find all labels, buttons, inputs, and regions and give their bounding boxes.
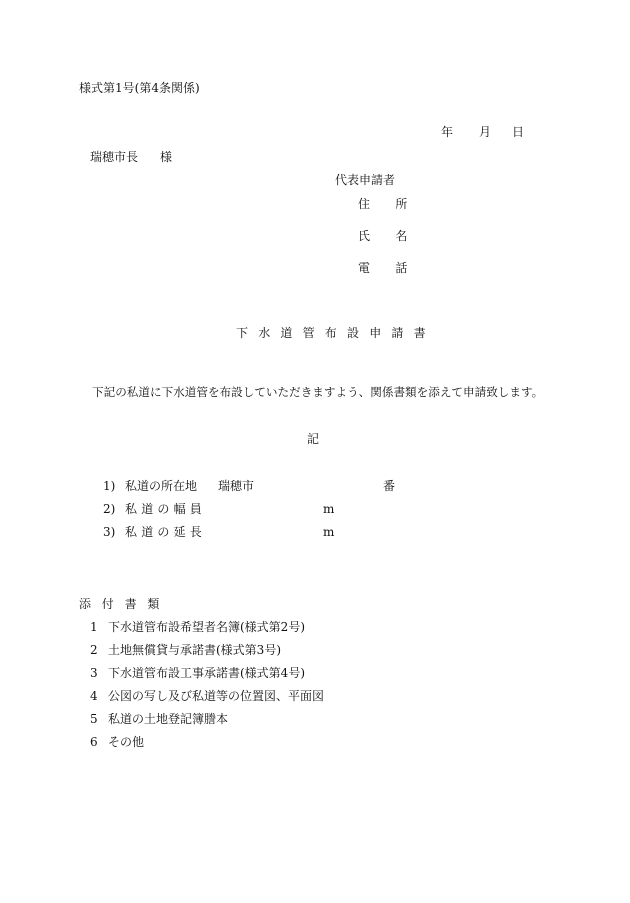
attachment-2-text: 土地無償貸与承諾書(様式第3号) [108,643,281,657]
addressee-honorific: 様 [160,150,173,164]
applicant-phone-label: 電 話 [358,261,419,275]
item-1-unit: 番 [383,479,396,493]
item-1-value: 瑞穂市 [218,479,255,493]
item-2-number: 2) [103,502,116,516]
attachment-4-number: 4 [90,689,98,703]
item-2-unit: m [323,502,335,516]
applicant-name-label: 氏 名 [358,229,419,243]
date-day: 日 [512,125,525,139]
item-3-unit: m [323,525,335,539]
attachment-3-number: 3 [90,666,98,680]
item-1-label: 私道の所在地 [125,479,198,493]
document-title: 下水道管布設申請書 [236,326,436,340]
attachments-heading: 添付書類 [79,597,171,611]
attachment-2-number: 2 [90,643,98,657]
attachment-6-text: その他 [108,735,145,749]
attachment-1-number: 1 [90,620,98,634]
attachment-5-number: 5 [90,712,98,726]
attachment-3-text: 下水道管布設工事承諾書(様式第4号) [108,666,305,680]
attachment-6-number: 6 [90,735,98,749]
item-2-label: 私道の幅員 [125,502,207,516]
ki-label: 記 [307,432,320,446]
item-1-number: 1) [103,479,116,493]
date-month: 月 [479,125,492,139]
date-year: 年 [441,125,454,139]
attachment-4-text: 公図の写し及び私道等の位置図、平面図 [108,689,325,703]
attachment-5-text: 私道の土地登記簿謄本 [108,712,229,726]
attachment-1-text: 下水道管布設希望者名簿(様式第2号) [108,620,305,634]
item-3-number: 3) [103,525,116,539]
item-3-label: 私道の延長 [125,525,207,539]
form-number: 様式第1号(第4条関係) [79,81,200,95]
applicant-heading: 代表申請者 [335,173,396,187]
body-text: 下記の私道に下水道管を布設していただきますよう、関係書類を添えて申請致します。 [92,385,544,399]
addressee-name: 瑞穂市長 [90,150,139,164]
applicant-address-label: 住 所 [358,197,419,211]
